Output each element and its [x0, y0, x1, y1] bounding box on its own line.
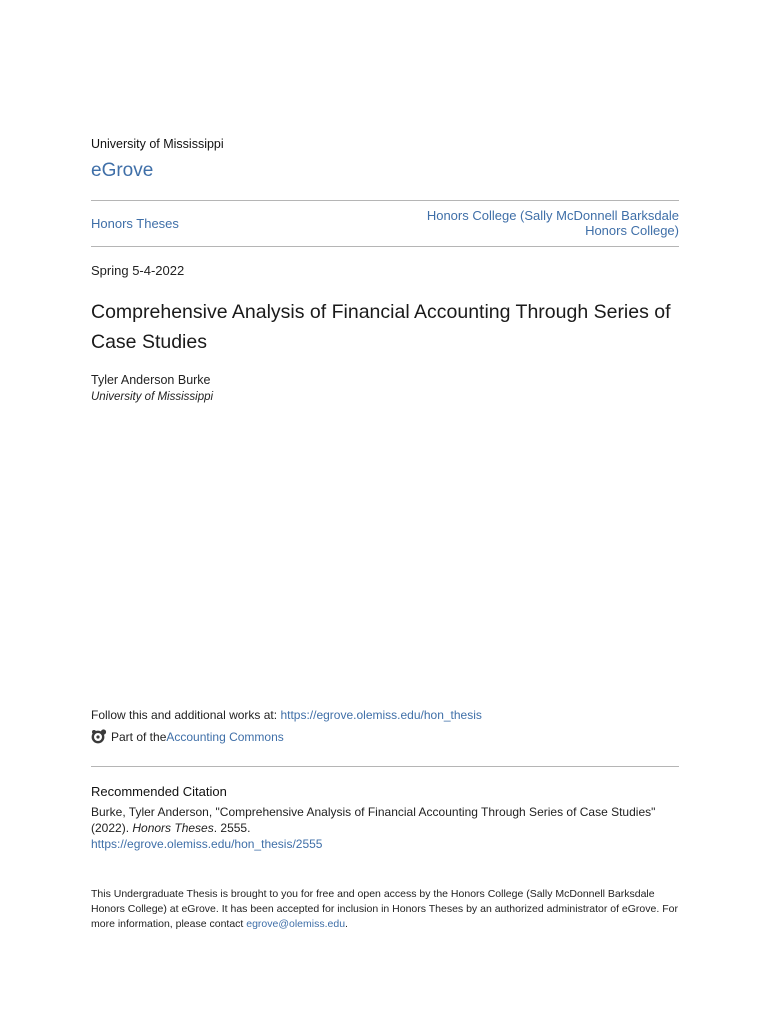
footer-notice	[91, 887, 679, 932]
footer-end: .	[345, 918, 348, 930]
part-of-label: Part of the	[111, 729, 167, 744]
college-line-2: Honors College)	[585, 223, 679, 238]
repository-link[interactable]: eGrove	[91, 160, 154, 181]
citation-url-link[interactable]: https://egrove.olemiss.edu/hon_thesis/2555	[91, 837, 323, 851]
accounting-commons-link[interactable]: Accounting Commons	[166, 729, 284, 744]
contact-email-link[interactable]: egrove@olemiss.edu	[246, 918, 346, 930]
network-icon	[91, 729, 108, 744]
citation-text: Burke, Tyler Anderson, "Comprehensive Analysis of Financial Accounting Through Series of Case Studies"	[91, 805, 656, 819]
follow-line	[91, 708, 482, 722]
author-affiliation: University of Mississippi	[91, 391, 214, 403]
citation-block	[91, 804, 691, 852]
college-line-1: Honors College (Sally McDonnell Barksdale	[426, 208, 679, 223]
publication-date: Spring 5-4-2022	[91, 263, 185, 278]
citation-year: (2022).	[91, 821, 133, 835]
part-of-line	[91, 729, 284, 744]
divider	[91, 246, 679, 247]
footer-text: This Undergraduate Thesis is brought to you for free and open access by the Honors College (Sally McDonnell Barksdale Honors College) at eGrove. It has been accepted for inclusion in Honors Theses by an authorized administrator of eGrove. For more information, please contact	[91, 888, 678, 930]
citation-series: Honors Theses	[132, 821, 214, 835]
divider	[91, 200, 679, 201]
college-link[interactable]	[389, 208, 679, 238]
follow-label: Follow this and additional works at:	[91, 708, 281, 722]
divider	[91, 766, 679, 767]
citation-heading: Recommended Citation	[91, 784, 227, 799]
follow-url-link[interactable]: https://egrove.olemiss.edu/hon_thesis	[280, 708, 482, 722]
citation-number: . 2555.	[213, 821, 251, 835]
author-name: Tyler Anderson Burke	[91, 373, 211, 387]
series-link[interactable]: Honors Theses	[91, 216, 179, 231]
page-title: Comprehensive Analysis of Financial Accounting Through Series of Case Studies	[91, 301, 671, 353]
institution-name: University of Mississippi	[91, 137, 224, 151]
